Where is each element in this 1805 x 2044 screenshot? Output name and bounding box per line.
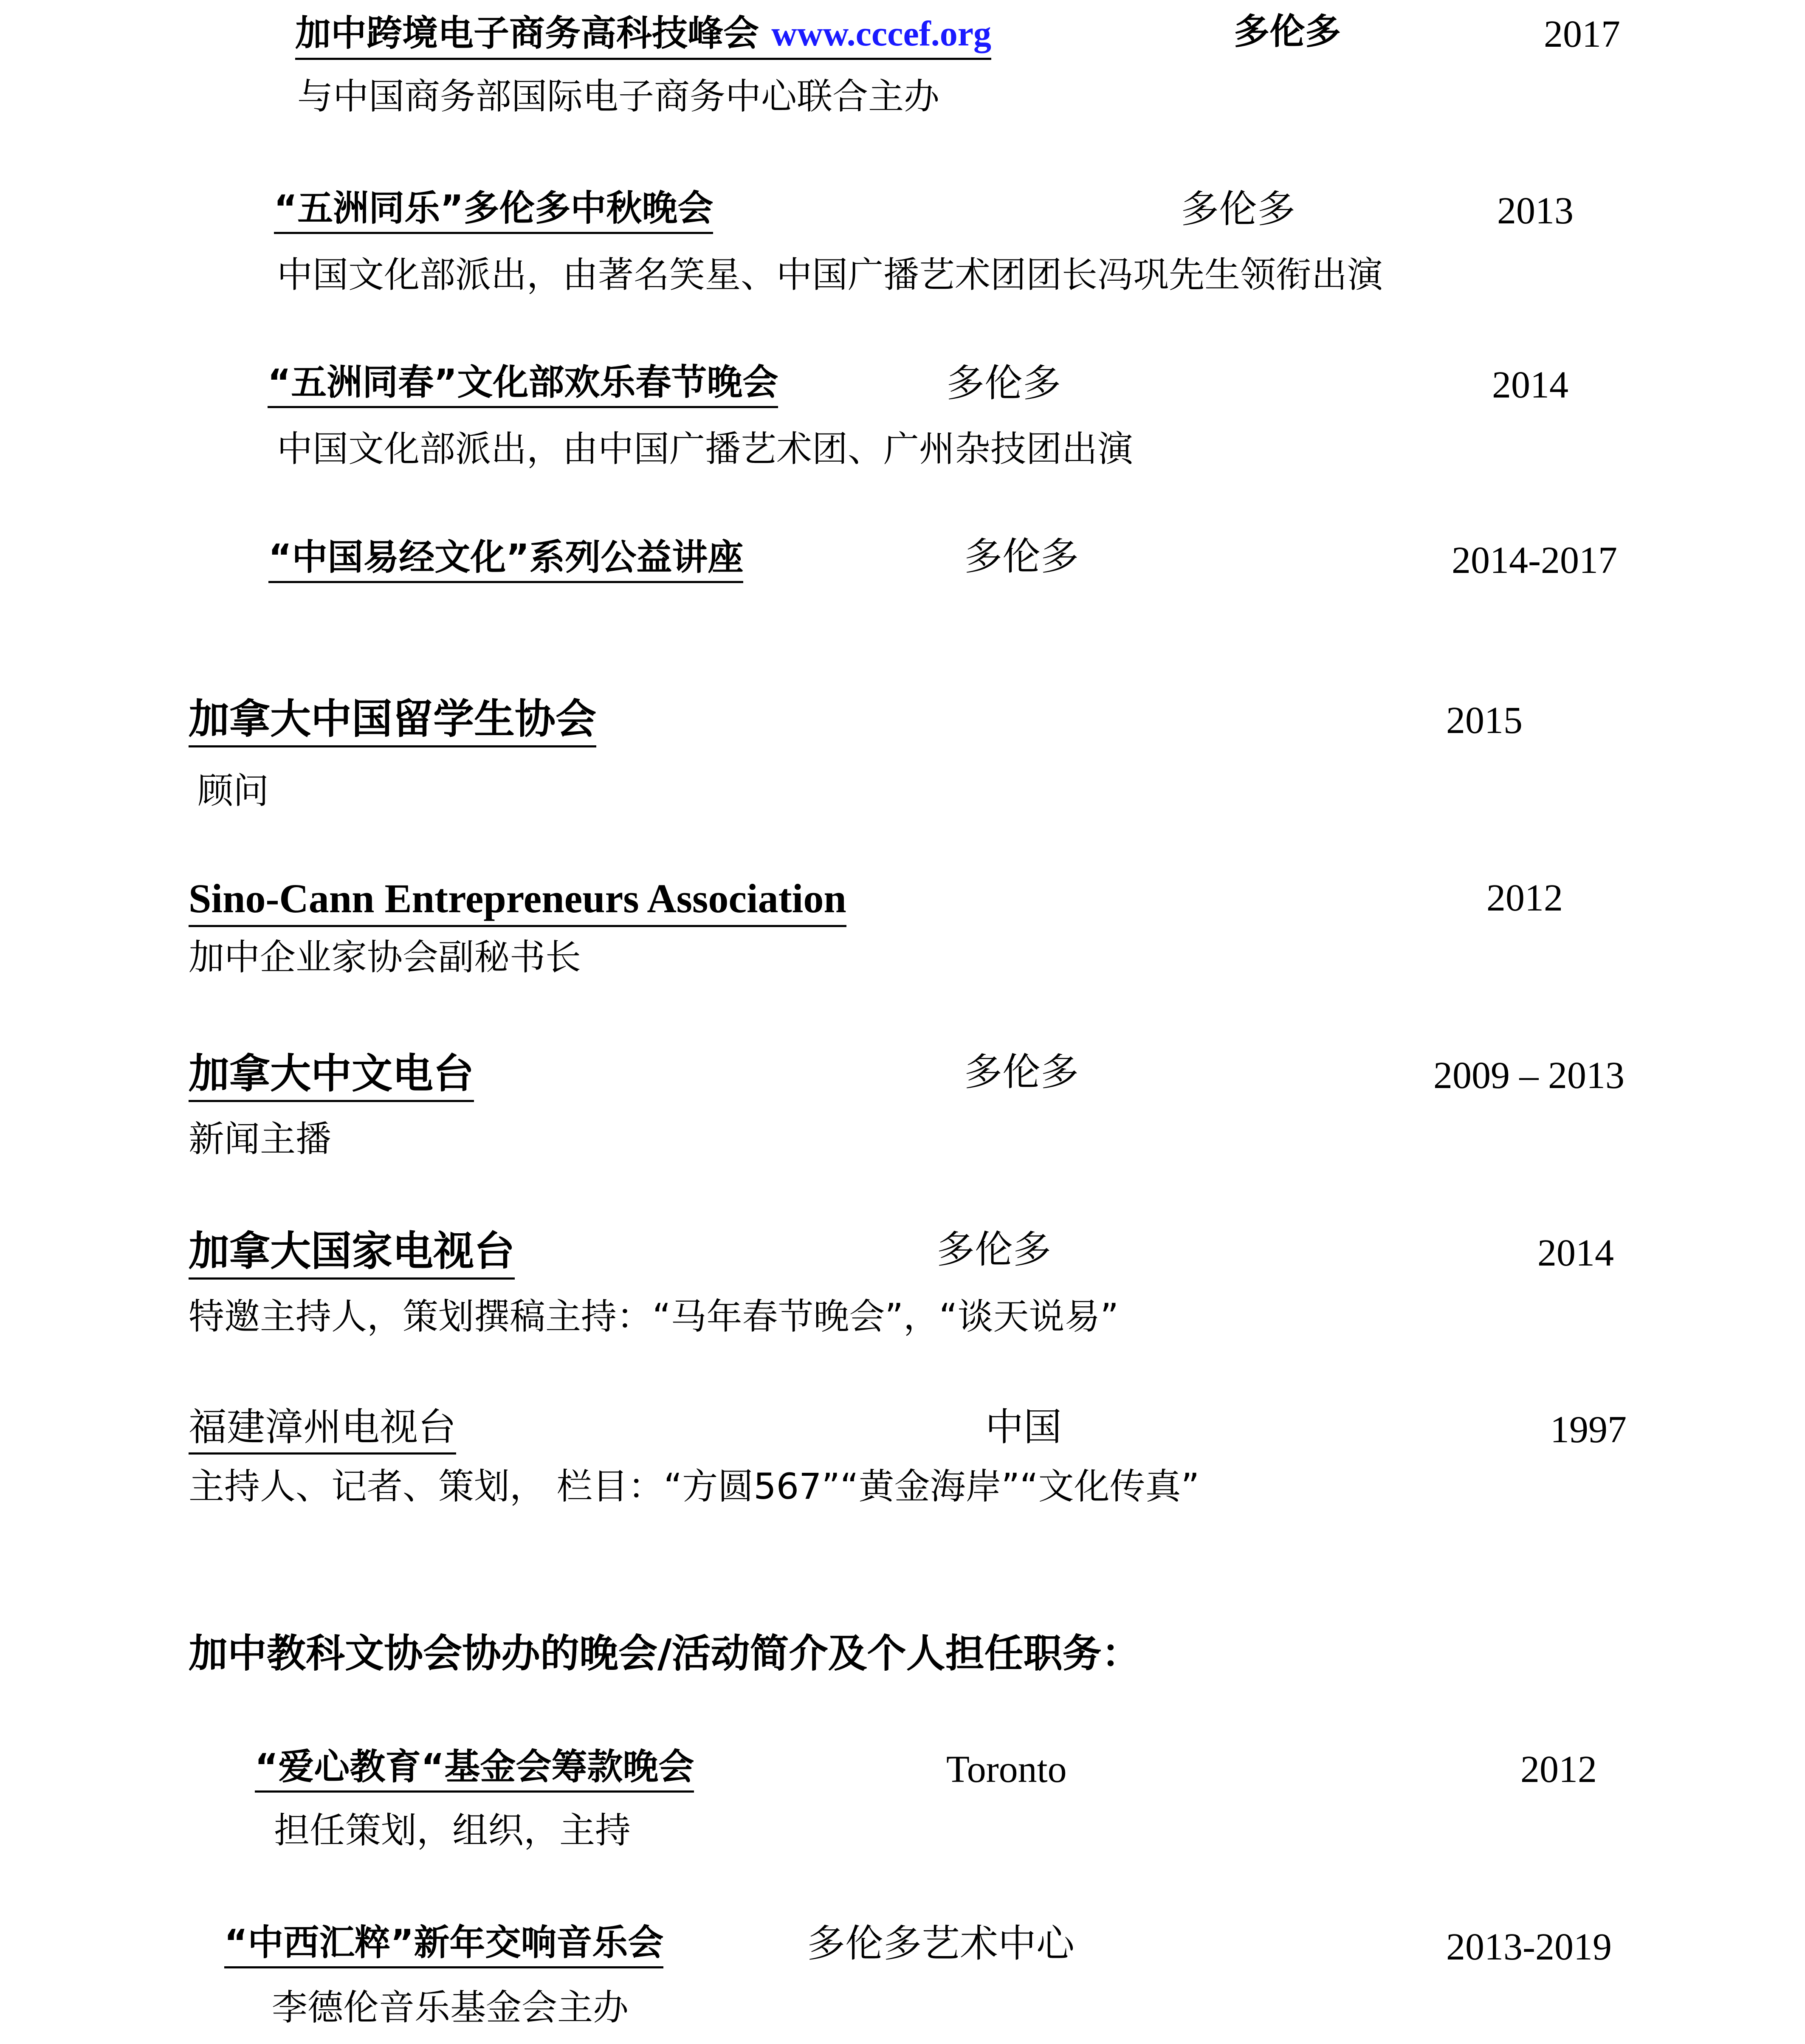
entry-link[interactable]: www.cccef.org [771, 14, 991, 54]
entry-note: 主持人、记者、策划， 栏目：“方圆567”“黄金海岸”“文化传真” [189, 1466, 1200, 1507]
event-year: 2012 [1520, 1748, 1597, 1790]
entry-title: 加拿大国家电视台 [189, 1231, 515, 1280]
entry-location: 多伦多 [1234, 11, 1341, 52]
entry-location: 多伦多 [964, 534, 1079, 579]
entry-note: 加中企业家协会副秘书长 [189, 936, 581, 978]
entry-note: 新闻主播 [189, 1118, 332, 1160]
entry-year: 2012 [1486, 877, 1563, 919]
entry-location: 多伦多 [1181, 187, 1295, 231]
entry-year: 2015 [1446, 699, 1523, 741]
event-title: “中西汇粹”新年交响音乐会 [224, 1925, 663, 1968]
entry-year: 2014 [1537, 1232, 1614, 1274]
entry-location: 多伦多 [964, 1050, 1079, 1094]
entry-title: 福建漳州电视台 [189, 1408, 456, 1455]
entry-title: “中国易经文化”系列公益讲座 [268, 539, 743, 583]
event-note: 李德伦音乐基金会主办 [272, 1987, 629, 2028]
entry-year: 2014-2017 [1452, 539, 1617, 581]
entry-note: 与中国商务部国际电子商务中心联合主办 [297, 76, 940, 117]
event-note: 担任策划，组织，主持 [274, 1810, 631, 1851]
entry-note: 中国文化部派出，由中国广播艺术团、广州杂技团出演 [277, 428, 1134, 470]
entry-title: 加拿大中文电台 [189, 1053, 474, 1102]
event-location: 多伦多艺术中心 [807, 1921, 1075, 1966]
entry-title: 加中跨境电子商务高科技峰会 www.cccef.org [295, 15, 991, 60]
entry-title: “五洲同春”文化部欢乐春节晚会 [268, 364, 778, 408]
entry-location: 多伦多 [936, 1227, 1051, 1272]
entry-location: 多伦多 [946, 361, 1061, 406]
entry-note: 特邀主持人，策划撰稿主持：“马年春节晚会”，“谈天说易” [189, 1296, 1119, 1337]
entry-year: 2009 – 2013 [1433, 1054, 1624, 1097]
entry-note: 中国文化部派出，由著名笑星、中国广播艺术团团长冯巩先生领衔出演 [277, 254, 1383, 296]
entry-title: Sino-Cann Entrepreneurs Association [189, 878, 846, 927]
event-location: Toronto [946, 1748, 1067, 1790]
entry-year: 2017 [1544, 13, 1620, 55]
entry-year: 2014 [1492, 364, 1568, 406]
entry-title: “五洲同乐”多伦多中秋晚会 [274, 190, 713, 234]
event-year: 2013-2019 [1446, 1926, 1612, 1968]
entry-note: 顾问 [197, 770, 269, 812]
section-heading: 加中教科文协会协办的晚会/活动简介及个人担任职务： [189, 1631, 1141, 1676]
event-title: “爱心教育“基金会筹款晚会 [255, 1749, 694, 1793]
entry-year: 1997 [1550, 1409, 1627, 1451]
entry-year: 2013 [1497, 190, 1574, 232]
entry-title: 加拿大中国留学生协会 [189, 699, 596, 747]
entry-location: 中国 [985, 1405, 1062, 1449]
